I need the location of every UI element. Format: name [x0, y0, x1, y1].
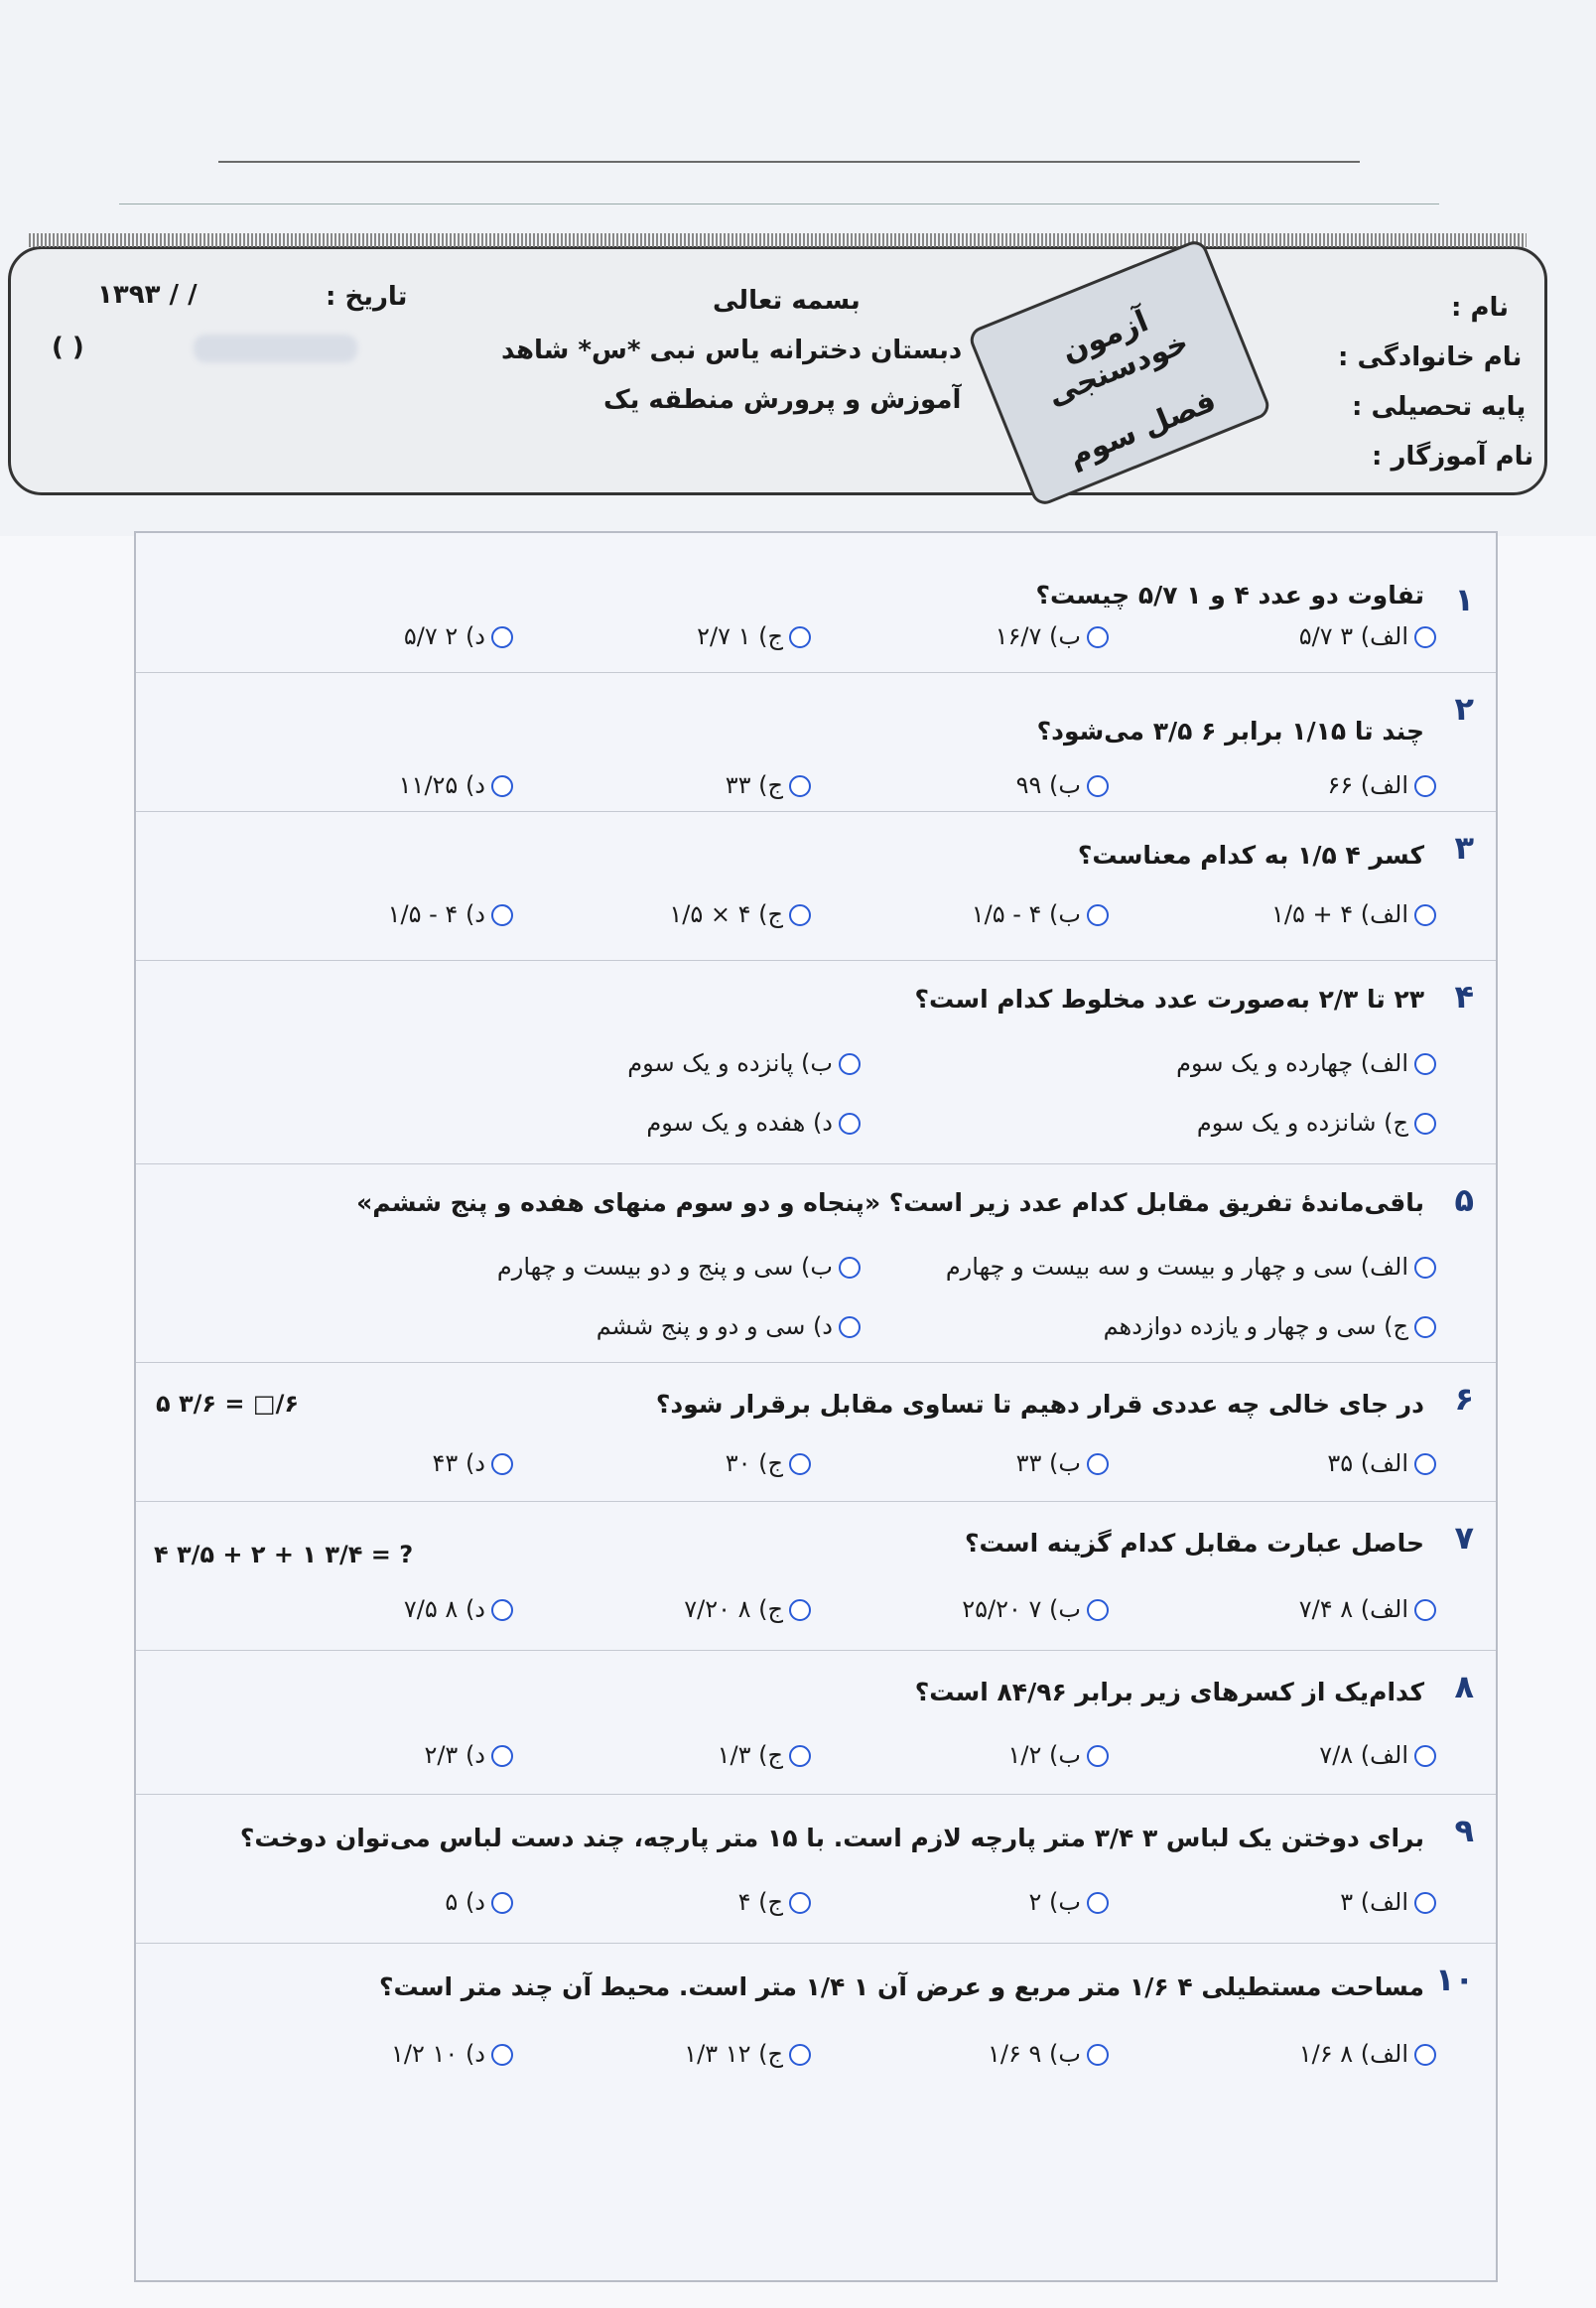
- question-8: [136, 1650, 1496, 1795]
- radio-icon[interactable]: [491, 1892, 513, 1914]
- radio-icon[interactable]: [789, 2044, 811, 2066]
- option-a[interactable]: الف) ۸ ۱/۶: [1299, 2040, 1436, 2068]
- question-7: [136, 1501, 1496, 1651]
- option-b[interactable]: ب) ۲: [1029, 1888, 1109, 1916]
- question-text: کدام‌یک از کسرهای زیر برابر ۸۴/۹۶ است؟: [914, 1678, 1424, 1706]
- top-rule: [218, 161, 1360, 163]
- option-d[interactable]: د) ۴ - ۱/۵: [388, 900, 513, 928]
- radio-icon[interactable]: [839, 1113, 861, 1135]
- question-5: [136, 1163, 1496, 1363]
- basmala: بسمه تعالی: [713, 286, 861, 316]
- radio-icon[interactable]: [1087, 904, 1109, 926]
- option-b[interactable]: ب) سی و پنج و دو بیست و چهارم: [497, 1253, 861, 1281]
- question-6: [136, 1362, 1496, 1502]
- radio-icon[interactable]: [839, 1257, 861, 1279]
- question-10: [136, 1943, 1496, 2102]
- option-d[interactable]: د) ۲/۳: [424, 1741, 513, 1769]
- radio-icon[interactable]: [789, 1745, 811, 1767]
- radio-icon[interactable]: [1087, 2044, 1109, 2066]
- radio-icon[interactable]: [1414, 2044, 1436, 2066]
- question-number: ۱۰: [1434, 1961, 1474, 1998]
- option-c[interactable]: ج) سی و چهار و یازده دوازدهم: [1104, 1312, 1436, 1340]
- field-name: نام :: [1451, 293, 1510, 323]
- radio-icon[interactable]: [1414, 1892, 1436, 1914]
- radio-icon[interactable]: [789, 1599, 811, 1621]
- question-text: مساحت مستطیلی ۴ ۱/۶ متر مربع و عرض آن ۱ ۱/۴ متر است. محیط آن چند متر است؟: [378, 1972, 1424, 2001]
- question-text: چند تا ۱/۱۵ برابر ۶ ۳/۵ می‌شود؟: [1036, 717, 1424, 746]
- option-b[interactable]: ب) ۱/۲: [1008, 1741, 1109, 1769]
- question-3: [136, 811, 1496, 961]
- option-b[interactable]: ب) ۷ ۲۵/۲۰: [962, 1595, 1109, 1623]
- question-text: در جای خالی چه عددی قرار دهیم تا تساوی مقابل برقرار شود؟: [655, 1390, 1424, 1419]
- option-d[interactable]: د) ۸ ۷/۵: [404, 1595, 513, 1623]
- date-label: تاریخ :: [326, 282, 408, 312]
- option-b[interactable]: ب) پانزده و یک سوم: [627, 1049, 861, 1077]
- option-a[interactable]: الف) ۷/۸: [1319, 1741, 1436, 1769]
- option-a[interactable]: الف) سی و چهار و بیست و سه بیست و چهارم: [946, 1253, 1436, 1281]
- question-text: حاصل عبارت مقابل کدام گزینه است؟: [965, 1529, 1424, 1558]
- option-b[interactable]: ب) ۹۹: [1016, 771, 1109, 799]
- radio-icon[interactable]: [1414, 775, 1436, 797]
- option-c[interactable]: ج) ۴: [738, 1888, 811, 1916]
- radio-icon[interactable]: [789, 1892, 811, 1914]
- option-a[interactable]: الف) ۳ ۵/۷: [1299, 622, 1436, 650]
- option-c[interactable]: ج) ۱/۳: [718, 1741, 811, 1769]
- option-d[interactable]: د) هفده و یک سوم: [646, 1109, 861, 1137]
- date-value: / / ۱۳۹۳: [97, 280, 198, 310]
- option-c[interactable]: ج) ۸ ۷/۲۰: [684, 1595, 811, 1623]
- option-c[interactable]: ج) شانزده و یک سوم: [1197, 1109, 1436, 1137]
- radio-icon[interactable]: [789, 904, 811, 926]
- radio-icon[interactable]: [789, 1453, 811, 1475]
- radio-icon[interactable]: [1087, 1745, 1109, 1767]
- question-number: ۵: [1454, 1181, 1474, 1219]
- side-expression: ۴ ۳/۵ + ۲ + ۱ ۳/۴ = ?: [154, 1541, 414, 1568]
- field-grade: پایه تحصیلی :: [1352, 392, 1527, 422]
- radio-icon[interactable]: [789, 775, 811, 797]
- question-text: تفاوت دو عدد ۴ و ۱ ۵/۷ چیست؟: [1035, 581, 1424, 610]
- radio-icon[interactable]: [491, 904, 513, 926]
- stamp-title: آزمون خودسنجی: [1042, 304, 1194, 414]
- question-number: ۸: [1454, 1668, 1474, 1705]
- school-name: دبستان دخترانه یاس نبی *س* شاهد: [501, 336, 963, 365]
- option-d[interactable]: د) ۱۱/۲۵: [399, 771, 513, 799]
- radio-icon[interactable]: [491, 626, 513, 648]
- radio-icon[interactable]: [1414, 1316, 1436, 1338]
- option-c[interactable]: ج) ۴ × ۱/۵: [669, 900, 811, 928]
- exam-header: [8, 246, 1547, 495]
- question-text: باقی‌ماندهٔ تفریق مقابل کدام عدد زیر است؟ «پنجاه و دو سوم منهای هفده و پنج ششم»: [356, 1188, 1424, 1217]
- question-1: [136, 563, 1496, 673]
- option-b[interactable]: ب) ۹ ۱/۶: [988, 2040, 1109, 2068]
- radio-icon[interactable]: [1414, 1113, 1436, 1135]
- radio-icon[interactable]: [1414, 1053, 1436, 1075]
- radio-icon[interactable]: [839, 1053, 861, 1075]
- redacted-area: [194, 335, 357, 362]
- option-d[interactable]: د) ۵: [445, 1888, 513, 1916]
- question-number: ۴: [1454, 978, 1474, 1016]
- option-c[interactable]: ج) ۳۰: [726, 1449, 811, 1477]
- field-teacher: نام آموزگار :: [1372, 442, 1534, 472]
- option-d[interactable]: د) ۱۰ ۱/۲: [391, 2040, 513, 2068]
- radio-icon[interactable]: [789, 626, 811, 648]
- option-c[interactable]: ج) ۱۲ ۱/۳: [684, 2040, 811, 2068]
- option-c[interactable]: ج) ۱ ۲/۷: [697, 622, 811, 650]
- radio-icon[interactable]: [1087, 775, 1109, 797]
- radio-icon[interactable]: [1414, 1257, 1436, 1279]
- question-number: ۷: [1454, 1519, 1474, 1557]
- radio-icon[interactable]: [1087, 1599, 1109, 1621]
- question-9: [136, 1794, 1496, 1944]
- option-a[interactable]: الف) ۳: [1340, 1888, 1436, 1916]
- option-b[interactable]: ب) ۳۳: [1016, 1449, 1109, 1477]
- questions-sheet: [134, 531, 1498, 2282]
- stamp-chapter: فصل سوم: [1063, 383, 1222, 475]
- radio-icon[interactable]: [839, 1316, 861, 1338]
- side-equation: ۵ ۳/۶ = □/۶: [156, 1390, 299, 1418]
- radio-icon[interactable]: [491, 1599, 513, 1621]
- district-name: آموزش و پرورش منطقه یک: [603, 385, 962, 415]
- radio-icon[interactable]: [491, 775, 513, 797]
- radio-icon[interactable]: [491, 1453, 513, 1475]
- radio-icon[interactable]: [1414, 1453, 1436, 1475]
- radio-icon[interactable]: [1087, 1892, 1109, 1914]
- radio-icon[interactable]: [1087, 1453, 1109, 1475]
- option-a[interactable]: الف) ۳۵: [1327, 1449, 1436, 1477]
- option-a[interactable]: الف) ۴ + ۱/۵: [1271, 900, 1436, 928]
- question-2: [136, 672, 1496, 812]
- radio-icon[interactable]: [1414, 626, 1436, 648]
- option-d[interactable]: د) ۴۳: [433, 1449, 513, 1477]
- question-number: ۱: [1454, 581, 1474, 618]
- option-c[interactable]: ج) ۳۳: [726, 771, 811, 799]
- question-text: کسر ۴ ۱/۵ به کدام معناست؟: [1077, 841, 1424, 870]
- option-b[interactable]: ب) ۱۶/۷: [996, 622, 1109, 650]
- option-b[interactable]: ب) ۴ - ۱/۵: [972, 900, 1109, 928]
- radio-icon[interactable]: [1087, 626, 1109, 648]
- option-d[interactable]: د) ۲ ۵/۷: [404, 622, 513, 650]
- option-a[interactable]: الف) ۸ ۷/۴: [1299, 1595, 1436, 1623]
- radio-icon[interactable]: [1414, 1599, 1436, 1621]
- option-a[interactable]: الف) ۶۶: [1327, 771, 1436, 799]
- question-number: ۹: [1454, 1812, 1474, 1849]
- question-number: ۲: [1454, 690, 1474, 728]
- question-number: ۳: [1454, 829, 1474, 867]
- question-text: برای دوختن یک لباس ۳ ۳/۴ متر پارچه لازم است. با ۱۵ متر پارچه، چند دست لباس می‌توان دوخت؟: [239, 1824, 1424, 1852]
- radio-icon[interactable]: [491, 2044, 513, 2066]
- question-number: ۶: [1454, 1380, 1474, 1418]
- radio-icon[interactable]: [1414, 1745, 1436, 1767]
- option-d[interactable]: د) سی و دو و پنج ششم: [597, 1312, 861, 1340]
- option-a[interactable]: الف) چهارده و یک سوم: [1176, 1049, 1436, 1077]
- field-family: نام خانوادگی :: [1338, 342, 1523, 372]
- question-4: [136, 960, 1496, 1164]
- paren-field: ( ): [52, 333, 84, 362]
- radio-icon[interactable]: [491, 1745, 513, 1767]
- question-text: ۲۳ تا ۲/۳ به‌صورت عدد مخلوط کدام است؟: [914, 985, 1424, 1014]
- radio-icon[interactable]: [1414, 904, 1436, 926]
